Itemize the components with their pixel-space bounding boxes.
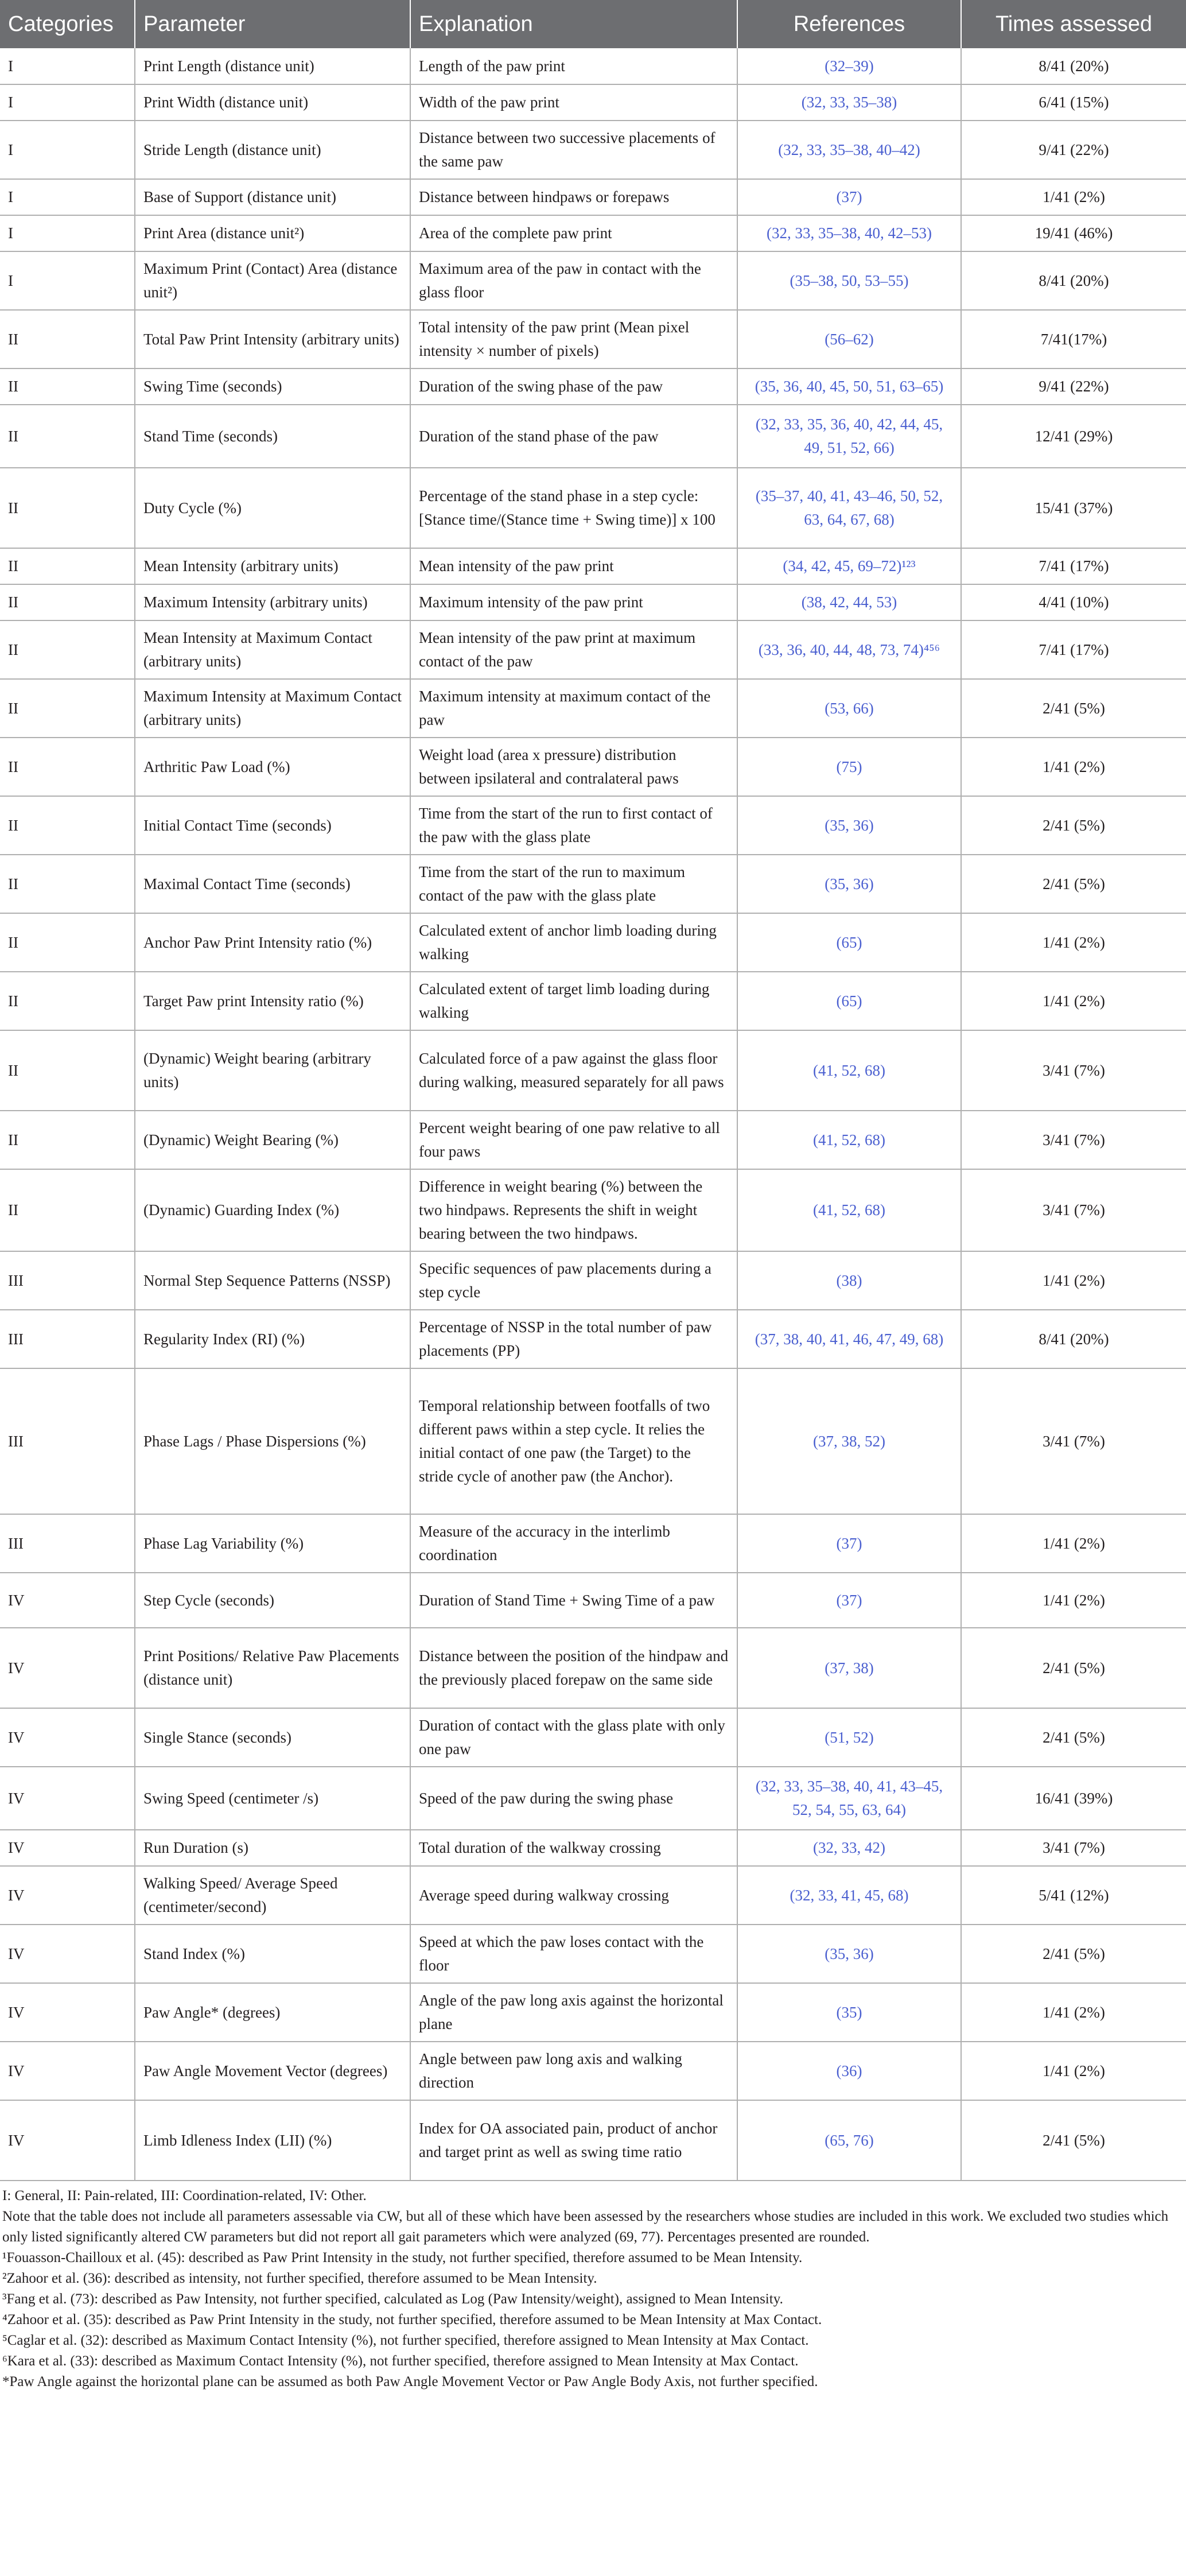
cell-references[interactable]: (41, 52, 68) <box>737 1111 961 1169</box>
cell-parameter: Phase Lag Variability (%) <box>135 1514 410 1573</box>
cell-times-assessed: 1/41 (2%) <box>961 2042 1186 2100</box>
cell-explanation: Maximum intensity of the paw print <box>410 584 737 620</box>
header-references: References <box>737 0 961 48</box>
cell-parameter: Maximal Contact Time (seconds) <box>135 855 410 913</box>
cell-category: I <box>0 251 135 310</box>
cell-references[interactable]: (35–37, 40, 41, 43–46, 50, 52, 63, 64, 67, 68) <box>737 468 961 548</box>
cell-times-assessed: 16/41 (39%) <box>961 1767 1186 1830</box>
cell-explanation: Temporal relationship between footfalls of two different paws within a step cycle. It relies the initial contact of one paw (the Target) to the stride cycle of another paw (the Anchor). <box>410 1368 737 1514</box>
table-row <box>0 215 1186 251</box>
cell-references[interactable]: (34, 42, 45, 69–72)¹²³ <box>737 548 961 584</box>
cell-explanation: Weight load (area x pressure) distribution between ipsilateral and contralateral paws <box>410 738 737 796</box>
table-row <box>0 679 1186 738</box>
table-row <box>0 855 1186 913</box>
table-row <box>0 1830 1186 1866</box>
cell-explanation: Distance between the position of the hindpaw and the previously placed forepaw on the same side <box>410 1628 737 1708</box>
cell-references[interactable]: (36) <box>737 2042 961 2100</box>
cell-explanation: Measure of the accuracy in the interlimb coordination <box>410 1514 737 1573</box>
cell-category: I <box>0 48 135 84</box>
cell-explanation: Percentage of NSSP in the total number of paw placements (PP) <box>410 1310 737 1368</box>
table-row <box>0 620 1186 679</box>
cell-references[interactable]: (32, 33, 35–38) <box>737 84 961 121</box>
cell-times-assessed: 4/41 (10%) <box>961 584 1186 620</box>
cell-category: II <box>0 620 135 679</box>
cell-references[interactable]: (33, 36, 40, 44, 48, 73, 74)⁴⁵⁶ <box>737 620 961 679</box>
cell-explanation: Maximum intensity at maximum contact of the paw <box>410 679 737 738</box>
table-row <box>0 1111 1186 1169</box>
cell-explanation: Maximum area of the paw in contact with the glass floor <box>410 251 737 310</box>
footnote: ²Zahoor et al. (36): described as intensity, not further specified, therefore assumed to be Mean Intensity. <box>2 2271 597 2286</box>
cell-category: II <box>0 1111 135 1169</box>
cell-category: II <box>0 310 135 368</box>
cell-explanation: Time from the start of the run to maximum contact of the paw with the glass plate <box>410 855 737 913</box>
cell-references[interactable]: (32, 33, 35–38, 40, 42–53) <box>737 215 961 251</box>
table-row <box>0 796 1186 855</box>
cell-parameter: Mean Intensity (arbitrary units) <box>135 548 410 584</box>
cell-parameter: Base of Support (distance unit) <box>135 179 410 215</box>
cell-parameter: Print Area (distance unit²) <box>135 215 410 251</box>
cell-times-assessed: 1/41 (2%) <box>961 1514 1186 1573</box>
table-row <box>0 368 1186 405</box>
cell-references[interactable]: (37, 38, 40, 41, 46, 47, 49, 68) <box>737 1310 961 1368</box>
cell-times-assessed: 2/41 (5%) <box>961 1925 1186 1983</box>
cell-times-assessed: 3/41 (7%) <box>961 1830 1186 1866</box>
footnote: *Paw Angle against the horizontal plane can be assumed as both Paw Angle Movement Vector or Paw Angle Body Axis, not further specified. <box>2 2374 818 2389</box>
cell-category: IV <box>0 1628 135 1708</box>
cell-category: II <box>0 913 135 972</box>
cell-times-assessed: 8/41 (20%) <box>961 1310 1186 1368</box>
cell-category: IV <box>0 2100 135 2181</box>
cell-category: IV <box>0 1708 135 1767</box>
cell-category: IV <box>0 1767 135 1830</box>
cell-times-assessed: 3/41 (7%) <box>961 1030 1186 1111</box>
cell-category: III <box>0 1310 135 1368</box>
cell-parameter: Stand Time (seconds) <box>135 405 410 468</box>
cell-parameter: Target Paw print Intensity ratio (%) <box>135 972 410 1030</box>
cell-parameter: Print Width (distance unit) <box>135 84 410 121</box>
cell-times-assessed: 9/41 (22%) <box>961 121 1186 179</box>
cell-parameter: Anchor Paw Print Intensity ratio (%) <box>135 913 410 972</box>
table-row <box>0 179 1186 215</box>
cell-parameter: Paw Angle* (degrees) <box>135 1983 410 2042</box>
header-explanation: Explanation <box>410 0 737 48</box>
header-categories: Categories <box>0 0 135 48</box>
cell-times-assessed: 2/41 (5%) <box>961 1708 1186 1767</box>
cell-parameter: Phase Lags / Phase Dispersions (%) <box>135 1368 410 1514</box>
table-header-row <box>0 0 1186 48</box>
cell-parameter: Print Positions/ Relative Paw Placements (distance unit) <box>135 1628 410 1708</box>
cell-explanation: Calculated force of a paw against the glass floor during walking, measured separately for all paws <box>410 1030 737 1111</box>
table-row <box>0 1251 1186 1310</box>
table-row <box>0 468 1186 548</box>
table-row <box>0 251 1186 310</box>
footnote: ³Fang et al. (73): described as Paw Intensity, not further specified, calculated as Log (Paw Intensity/weight), assigned to Mean Intensity. <box>2 2291 783 2307</box>
cell-category: II <box>0 738 135 796</box>
table-row <box>0 2100 1186 2181</box>
cell-references[interactable]: (53, 66) <box>737 679 961 738</box>
cell-category: IV <box>0 1573 135 1628</box>
cell-references[interactable]: (65, 76) <box>737 2100 961 2181</box>
cell-references[interactable]: (37, 38) <box>737 1628 961 1708</box>
table-body <box>0 48 1186 2181</box>
cell-parameter: Swing Speed (centimeter /s) <box>135 1767 410 1830</box>
cell-parameter: Paw Angle Movement Vector (degrees) <box>135 2042 410 2100</box>
footnote: ¹Fouasson-Chailloux et al. (45): described as Paw Print Intensity in the study, not further specified, therefore assumed to be Mean Intensity. <box>2 2250 803 2265</box>
cell-explanation: Distance between hindpaws or forepaws <box>410 179 737 215</box>
cell-parameter: Walking Speed/ Average Speed (centimeter/second) <box>135 1866 410 1925</box>
table-row <box>0 1310 1186 1368</box>
cell-explanation: Index for OA associated pain, product of anchor and target print as well as swing time ratio <box>410 2100 737 2181</box>
cell-times-assessed: 1/41 (2%) <box>961 179 1186 215</box>
cell-category: III <box>0 1514 135 1573</box>
table-row <box>0 84 1186 121</box>
cell-references[interactable]: (35–38, 50, 53–55) <box>737 251 961 310</box>
table-row <box>0 1368 1186 1514</box>
cell-times-assessed: 1/41 (2%) <box>961 1573 1186 1628</box>
table-row <box>0 1628 1186 1708</box>
cell-parameter: (Dynamic) Guarding Index (%) <box>135 1169 410 1251</box>
cell-parameter: Initial Contact Time (seconds) <box>135 796 410 855</box>
cell-explanation: Percentage of the stand phase in a step cycle: [Stance time/(Stance time + Swing time)] x 100 <box>410 468 737 548</box>
cell-explanation: Mean intensity of the paw print at maximum contact of the paw <box>410 620 737 679</box>
table-row <box>0 1983 1186 2042</box>
cell-category: III <box>0 1368 135 1514</box>
cell-parameter: Normal Step Sequence Patterns (NSSP) <box>135 1251 410 1310</box>
cell-category: IV <box>0 2042 135 2100</box>
cell-times-assessed: 8/41 (20%) <box>961 251 1186 310</box>
cell-parameter: Total Paw Print Intensity (arbitrary units) <box>135 310 410 368</box>
cell-references[interactable]: (37) <box>737 1514 961 1573</box>
footnote: ⁵Caglar et al. (32): described as Maximum Contact Intensity (%), not further specified, therefore assigned to Mean Intensity at Max Contact. <box>2 2333 809 2348</box>
cell-explanation: Calculated extent of target limb loading during walking <box>410 972 737 1030</box>
cell-references[interactable]: (37) <box>737 179 961 215</box>
cell-explanation: Width of the paw print <box>410 84 737 121</box>
cell-times-assessed: 2/41 (5%) <box>961 1628 1186 1708</box>
cell-category: II <box>0 405 135 468</box>
cell-parameter: Arthritic Paw Load (%) <box>135 738 410 796</box>
table-row <box>0 548 1186 584</box>
cell-category: IV <box>0 1983 135 2042</box>
cell-times-assessed: 1/41 (2%) <box>961 913 1186 972</box>
table-row <box>0 48 1186 84</box>
table-row <box>0 405 1186 468</box>
cell-category: II <box>0 796 135 855</box>
cell-times-assessed: 3/41 (7%) <box>961 1111 1186 1169</box>
cell-explanation: Specific sequences of paw placements during a step cycle <box>410 1251 737 1310</box>
table-row <box>0 121 1186 179</box>
cell-references[interactable]: (35, 36) <box>737 796 961 855</box>
cell-parameter: Swing Time (seconds) <box>135 368 410 405</box>
cell-times-assessed: 7/41 (17%) <box>961 620 1186 679</box>
cell-times-assessed: 2/41 (5%) <box>961 855 1186 913</box>
cell-times-assessed: 19/41 (46%) <box>961 215 1186 251</box>
cell-category: II <box>0 855 135 913</box>
footnote: Note that the table does not include all parameters assessable via CW, but all of these which have been assessed by the researchers whose studies are included in this work. We excluded two studies which only listed significantly altered CW parameters but did not report all gait parameters which were analyzed (69, 77). Percentages presented are rounded. <box>2 2209 1169 2245</box>
cell-parameter: Duty Cycle (%) <box>135 468 410 548</box>
cell-times-assessed: 3/41 (7%) <box>961 1169 1186 1251</box>
cell-times-assessed: 8/41 (20%) <box>961 48 1186 84</box>
cell-category: IV <box>0 1866 135 1925</box>
cell-category: II <box>0 972 135 1030</box>
cell-times-assessed: 1/41 (2%) <box>961 738 1186 796</box>
cell-references[interactable]: (65) <box>737 913 961 972</box>
cell-references[interactable]: (35) <box>737 1983 961 2042</box>
table-row <box>0 972 1186 1030</box>
cell-category: II <box>0 1169 135 1251</box>
cell-references[interactable]: (38) <box>737 1251 961 1310</box>
cell-explanation: Duration of the stand phase of the paw <box>410 405 737 468</box>
cell-category: I <box>0 84 135 121</box>
cell-parameter: Single Stance (seconds) <box>135 1708 410 1767</box>
cell-explanation: Speed at which the paw loses contact with the floor <box>410 1925 737 1983</box>
cell-explanation: Duration of the swing phase of the paw <box>410 368 737 405</box>
cell-parameter: Mean Intensity at Maximum Contact (arbitrary units) <box>135 620 410 679</box>
table-footnotes <box>0 2181 1186 2392</box>
table-row <box>0 2042 1186 2100</box>
cell-references[interactable]: (37, 38, 52) <box>737 1368 961 1514</box>
cell-parameter: Step Cycle (seconds) <box>135 1573 410 1628</box>
cell-parameter: Print Length (distance unit) <box>135 48 410 84</box>
cell-references[interactable]: (75) <box>737 738 961 796</box>
cell-explanation: Speed of the paw during the swing phase <box>410 1767 737 1830</box>
cell-references[interactable]: (38, 42, 44, 53) <box>737 584 961 620</box>
cell-explanation: Calculated extent of anchor limb loading during walking <box>410 913 737 972</box>
cell-references[interactable]: (35, 36) <box>737 855 961 913</box>
cell-times-assessed: 15/41 (37%) <box>961 468 1186 548</box>
cell-category: I <box>0 121 135 179</box>
cell-times-assessed: 7/41 (17%) <box>961 548 1186 584</box>
cell-explanation: Difference in weight bearing (%) between the two hindpaws. Represents the shift in weight bearing between the two hindpaws. <box>410 1169 737 1251</box>
cell-times-assessed: 5/41 (12%) <box>961 1866 1186 1925</box>
cell-parameter: (Dynamic) Weight bearing (arbitrary units) <box>135 1030 410 1111</box>
cell-category: II <box>0 679 135 738</box>
table-row <box>0 1708 1186 1767</box>
cell-category: I <box>0 179 135 215</box>
cell-times-assessed: 1/41 (2%) <box>961 1251 1186 1310</box>
cell-category: II <box>0 368 135 405</box>
cell-parameter: Maximum Intensity (arbitrary units) <box>135 584 410 620</box>
cell-explanation: Percent weight bearing of one paw relative to all four paws <box>410 1111 737 1169</box>
cell-references[interactable]: (35, 36) <box>737 1925 961 1983</box>
cell-category: III <box>0 1251 135 1310</box>
cell-references[interactable]: (35, 36, 40, 45, 50, 51, 63–65) <box>737 368 961 405</box>
cell-parameter: Stand Index (%) <box>135 1925 410 1983</box>
cell-times-assessed: 7/41(17%) <box>961 310 1186 368</box>
cell-references[interactable]: (32, 33, 42) <box>737 1830 961 1866</box>
cell-parameter: Stride Length (distance unit) <box>135 121 410 179</box>
cell-explanation: Total intensity of the paw print (Mean pixel intensity × number of pixels) <box>410 310 737 368</box>
cell-category: IV <box>0 1925 135 1983</box>
cell-category: II <box>0 584 135 620</box>
cell-explanation: Area of the complete paw print <box>410 215 737 251</box>
table-row <box>0 738 1186 796</box>
cell-times-assessed: 2/41 (5%) <box>961 796 1186 855</box>
cell-times-assessed: 1/41 (2%) <box>961 1983 1186 2042</box>
cell-references[interactable]: (37) <box>737 1573 961 1628</box>
cell-parameter: Limb Idleness Index (LII) (%) <box>135 2100 410 2181</box>
cell-times-assessed: 6/41 (15%) <box>961 84 1186 121</box>
cell-category: II <box>0 548 135 584</box>
cell-references[interactable]: (56–62) <box>737 310 961 368</box>
table-row <box>0 1169 1186 1251</box>
table-row <box>0 584 1186 620</box>
cell-parameter: Maximum Print (Contact) Area (distance unit²) <box>135 251 410 310</box>
cell-category: II <box>0 468 135 548</box>
cell-explanation: Duration of Stand Time + Swing Time of a paw <box>410 1573 737 1628</box>
cell-references[interactable]: (51, 52) <box>737 1708 961 1767</box>
cell-explanation: Time from the start of the run to first contact of the paw with the glass plate <box>410 796 737 855</box>
cell-references[interactable]: (32–39) <box>737 48 961 84</box>
cell-references[interactable]: (32, 33, 41, 45, 68) <box>737 1866 961 1925</box>
table-row <box>0 1514 1186 1573</box>
cell-explanation: Total duration of the walkway crossing <box>410 1830 737 1866</box>
cell-times-assessed: 3/41 (7%) <box>961 1368 1186 1514</box>
footnote: I: General, II: Pain-related, III: Coordination-related, IV: Other. <box>2 2188 367 2203</box>
cell-explanation: Length of the paw print <box>410 48 737 84</box>
cell-references[interactable]: (32, 33, 35–38, 40, 41, 43–45, 52, 54, 55, 63, 64) <box>737 1767 961 1830</box>
table-row <box>0 310 1186 368</box>
cell-parameter: Maximum Intensity at Maximum Contact (arbitrary units) <box>135 679 410 738</box>
footnote: ⁶Kara et al. (33): described as Maximum Contact Intensity (%), not further specified, therefore assigned to Mean Intensity at Max Contact. <box>2 2353 799 2369</box>
cell-explanation: Distance between two successive placements of the same paw <box>410 121 737 179</box>
table-row <box>0 1030 1186 1111</box>
cell-parameter: (Dynamic) Weight Bearing (%) <box>135 1111 410 1169</box>
cell-category: II <box>0 1030 135 1111</box>
table-row <box>0 913 1186 972</box>
footnote: ⁴Zahoor et al. (35): described as Paw Print Intensity in the study, not further specified, therefore assumed to be Mean Intensity at Max Contact. <box>2 2312 822 2327</box>
cell-explanation: Angle of the paw long axis against the horizontal plane <box>410 1983 737 2042</box>
cell-times-assessed: 9/41 (22%) <box>961 368 1186 405</box>
cell-references[interactable]: (41, 52, 68) <box>737 1169 961 1251</box>
cell-explanation: Average speed during walkway crossing <box>410 1866 737 1925</box>
cell-explanation: Mean intensity of the paw print <box>410 548 737 584</box>
cell-references[interactable]: (32, 33, 35–38, 40–42) <box>737 121 961 179</box>
cell-times-assessed: 2/41 (5%) <box>961 679 1186 738</box>
cell-explanation: Angle between paw long axis and walking direction <box>410 2042 737 2100</box>
cell-times-assessed: 1/41 (2%) <box>961 972 1186 1030</box>
cell-parameter: Regularity Index (RI) (%) <box>135 1310 410 1368</box>
table-row <box>0 1767 1186 1830</box>
header-times-assessed: Times assessed <box>961 0 1186 48</box>
cell-references[interactable]: (32, 33, 35, 36, 40, 42, 44, 45, 49, 51, 52, 66) <box>737 405 961 468</box>
cell-explanation: Duration of contact with the glass plate with only one paw <box>410 1708 737 1767</box>
cell-times-assessed: 2/41 (5%) <box>961 2100 1186 2181</box>
header-parameter: Parameter <box>135 0 410 48</box>
cell-references[interactable]: (41, 52, 68) <box>737 1030 961 1111</box>
cell-references[interactable]: (65) <box>737 972 961 1030</box>
cell-category: IV <box>0 1830 135 1866</box>
cell-category: I <box>0 215 135 251</box>
table-row <box>0 1866 1186 1925</box>
table-row <box>0 1925 1186 1983</box>
table-row <box>0 1573 1186 1628</box>
cell-times-assessed: 12/41 (29%) <box>961 405 1186 468</box>
cell-parameter: Run Duration (s) <box>135 1830 410 1866</box>
